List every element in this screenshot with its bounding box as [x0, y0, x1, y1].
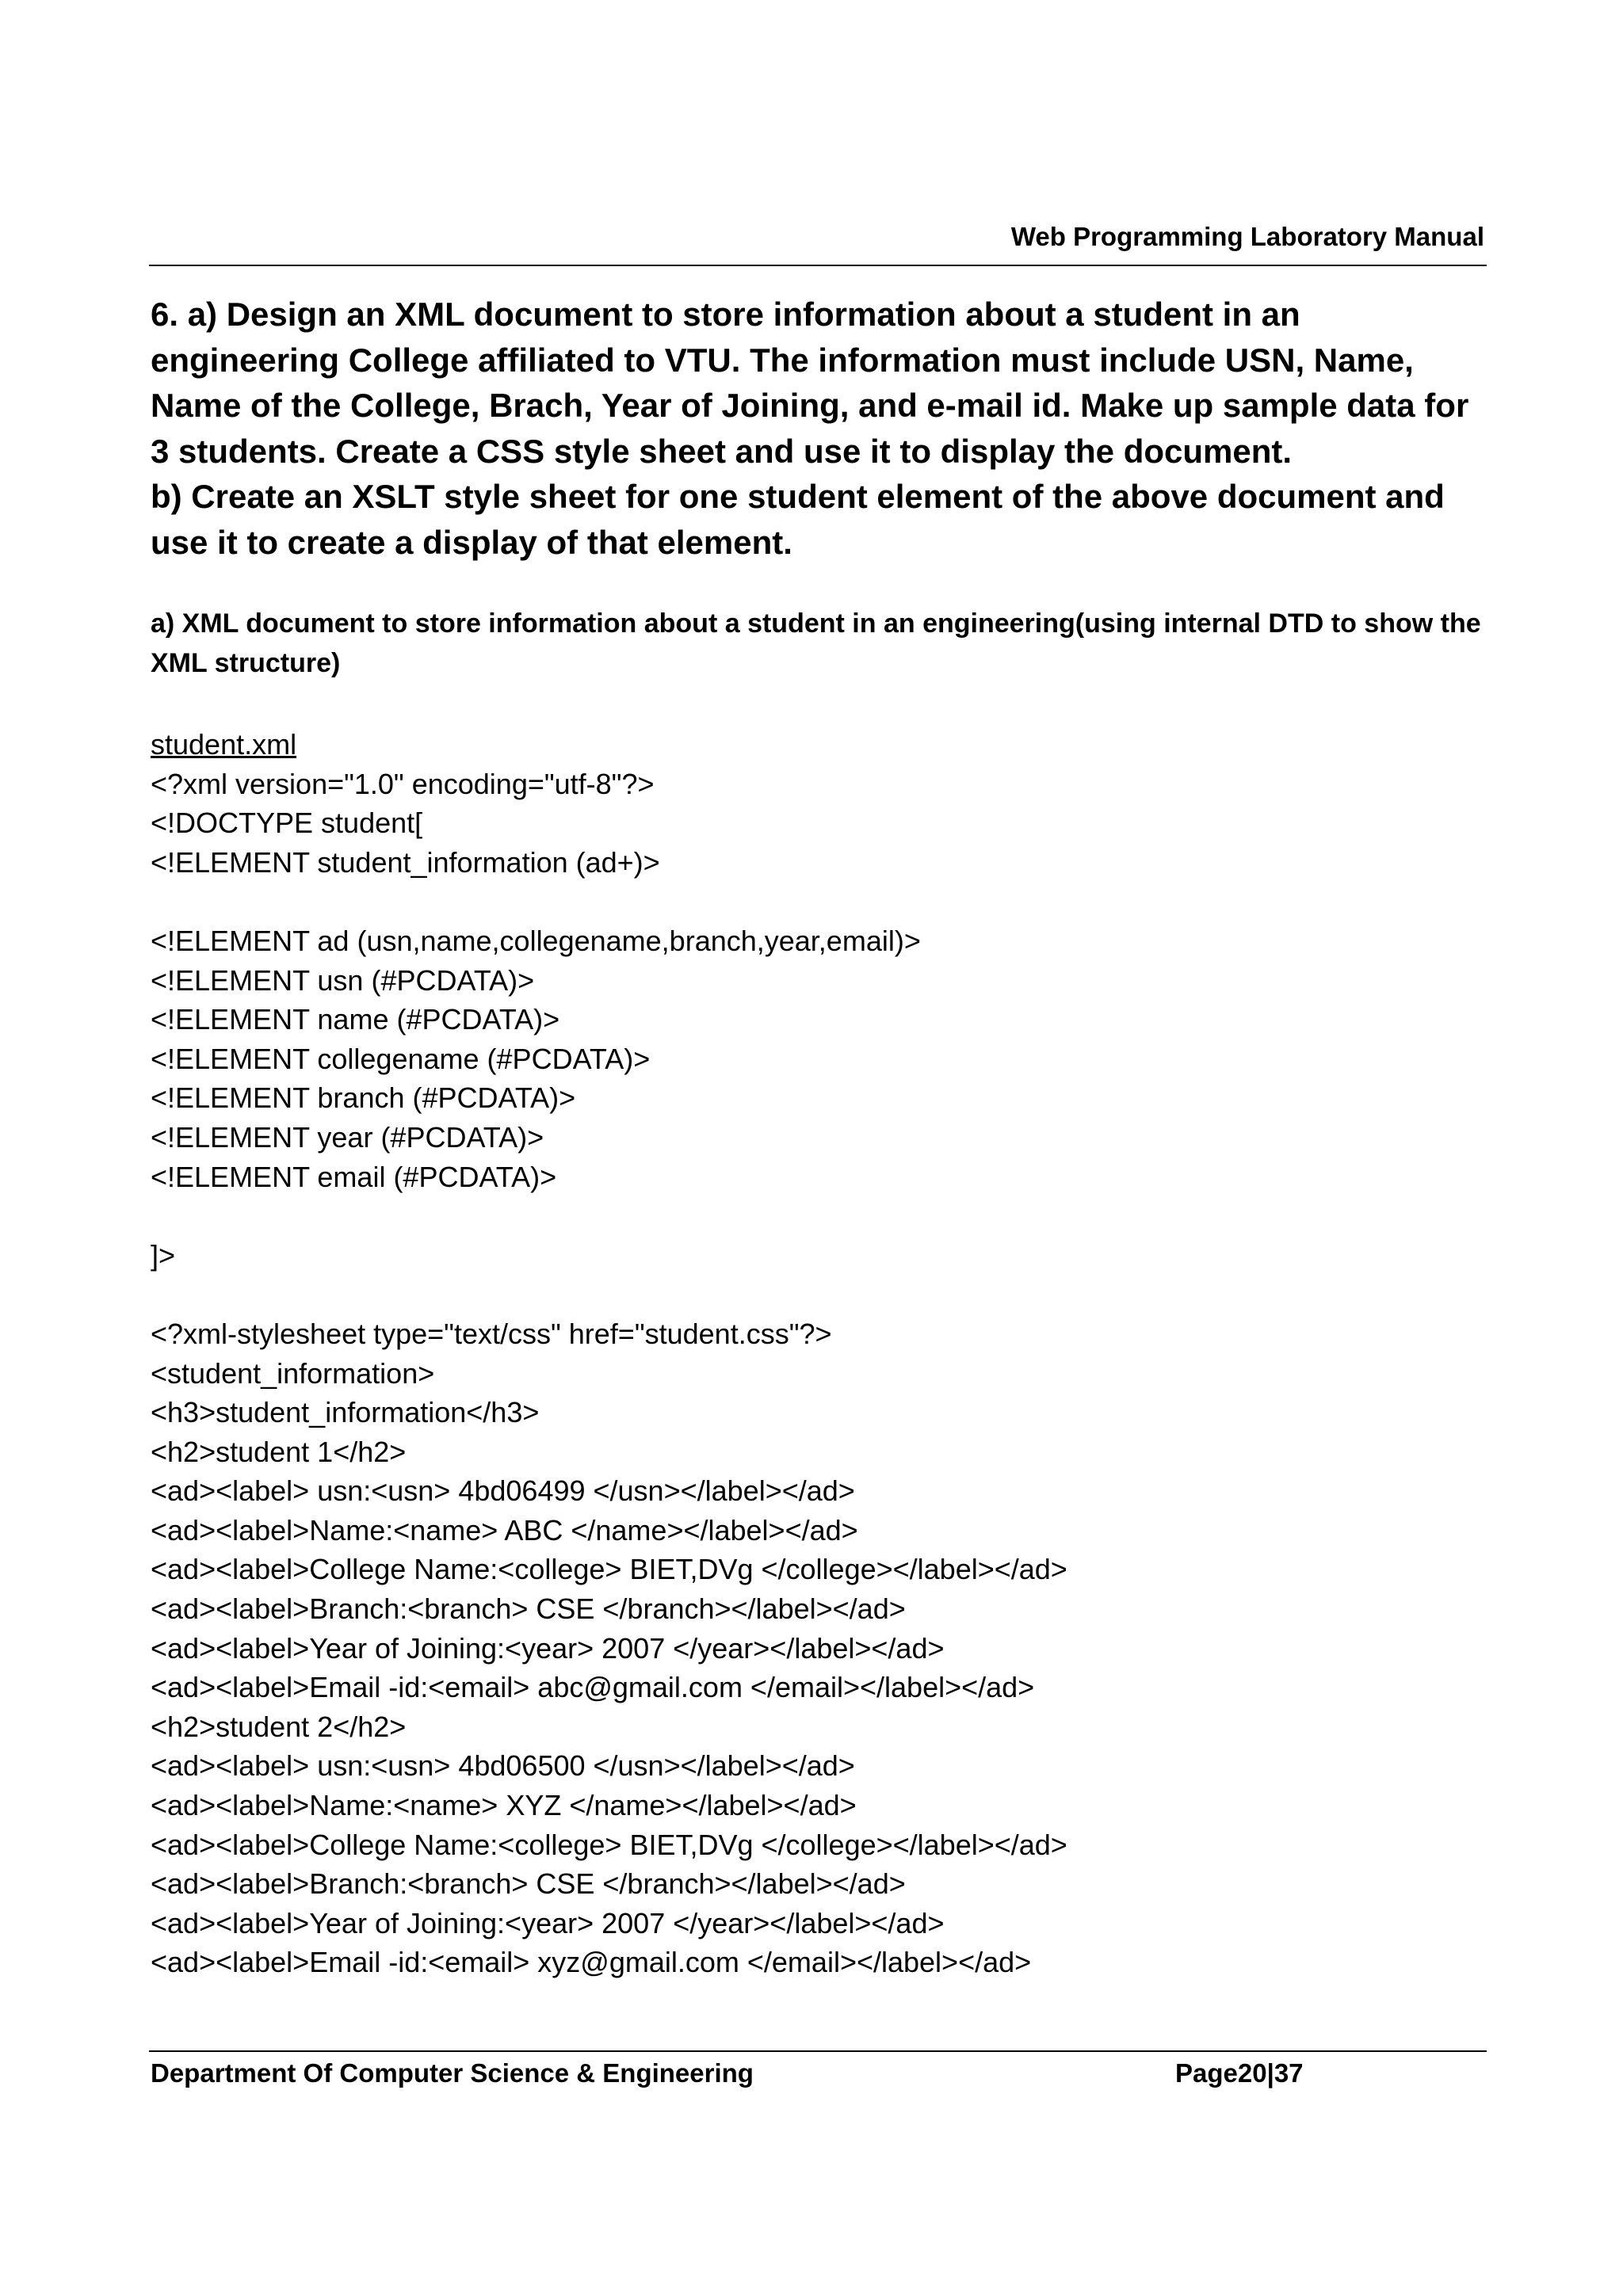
code-line: <ad><label>College Name:<college> BIET,DVg </college></label></ad> — [151, 1828, 1067, 1861]
question-part-a: 6. a) Design an XML document to store information about a student in an engineering College affiliated to VTU. The information must include USN, Name, Name of the College, Brach, Year of Joining, and e-mail id. Make up sample data for 3 students. Create a CSS style sheet and use it to display the document. — [151, 296, 1469, 470]
code-line: <ad><label>Branch:<branch> CSE </branch></label></ad> — [151, 1867, 906, 1901]
code-line: <!ELEMENT collegename (#PCDATA)> — [151, 1042, 651, 1075]
code-line: ]> — [151, 1238, 176, 1272]
code-line: <!ELEMENT branch (#PCDATA)> — [151, 1081, 576, 1115]
code-line: <!ELEMENT email (#PCDATA)> — [151, 1160, 557, 1193]
code-line: <?xml-stylesheet type="text/css" href="student.css"?> — [151, 1317, 832, 1350]
code-line — [151, 1275, 1490, 1314]
code-line — [151, 882, 1490, 921]
code-line: <ad><label> usn:<usn> 4bd06499 </usn></label></ad> — [151, 1474, 855, 1508]
code-line: <ad><label> usn:<usn> 4bd06500 </usn></label></ad> — [151, 1749, 855, 1783]
page-header-title: Web Programming Laboratory Manual — [1010, 222, 1484, 251]
code-filename: student.xml — [151, 728, 297, 761]
code-line: <ad><label>Email -id:<email> xyz@gmail.com </email></label></ad> — [151, 1946, 1032, 1979]
code-line: <!ELEMENT student_information (ad+)> — [151, 845, 660, 879]
code-line: <ad><label>Email -id:<email> abc@gmail.com </email></label></ad> — [151, 1671, 1035, 1704]
header-divider — [149, 265, 1487, 266]
footer-divider — [149, 2050, 1487, 2052]
code-line — [151, 1196, 1490, 1236]
code-listing — [151, 725, 1490, 1982]
code-line: <ad><label>Year of Joining:<year> 2007 </year></label></ad> — [151, 1631, 945, 1665]
code-line: <!ELEMENT ad (usn,name,collegename,branch,year,email)> — [151, 924, 921, 957]
question-part-b: b) Create an XSLT style sheet for one student element of the above document and use it to create a display of that element. — [151, 478, 1445, 561]
code-line: <!ELEMENT year (#PCDATA)> — [151, 1120, 544, 1154]
code-line: <ad><label>Branch:<branch> CSE </branch></label></ad> — [151, 1592, 906, 1626]
code-line: <ad><label>Name:<name> ABC </name></label></ad> — [151, 1513, 858, 1547]
code-line: <student_information> — [151, 1356, 435, 1390]
footer-page-number: Page20|37 — [1175, 2058, 1304, 2088]
code-line: <?xml version="1.0" encoding="utf-8"?> — [151, 767, 655, 800]
code-line: <ad><label>Year of Joining:<year> 2007 </year></label></ad> — [151, 1906, 945, 1939]
code-line: <!ELEMENT usn (#PCDATA)> — [151, 963, 535, 997]
code-line: <h3>student_information</h3> — [151, 1396, 540, 1429]
code-line: <ad><label>College Name:<college> BIET,DVg </college></label></ad> — [151, 1553, 1067, 1586]
code-line: <h2>student 2</h2> — [151, 1710, 407, 1743]
code-line: <h2>student 1</h2> — [151, 1435, 407, 1468]
code-line: <!DOCTYPE student[ — [151, 807, 423, 840]
question-block — [151, 292, 1490, 565]
code-line: <ad><label>Name:<name> XYZ </name></label></ad> — [151, 1789, 857, 1822]
section-heading: a) XML document to store information about a student in an engineering(using internal DTD to show the XML structure) — [151, 608, 1481, 678]
footer-department: Department Of Computer Science & Engineering — [151, 2058, 754, 2088]
code-line: <!ELEMENT name (#PCDATA)> — [151, 1003, 560, 1036]
